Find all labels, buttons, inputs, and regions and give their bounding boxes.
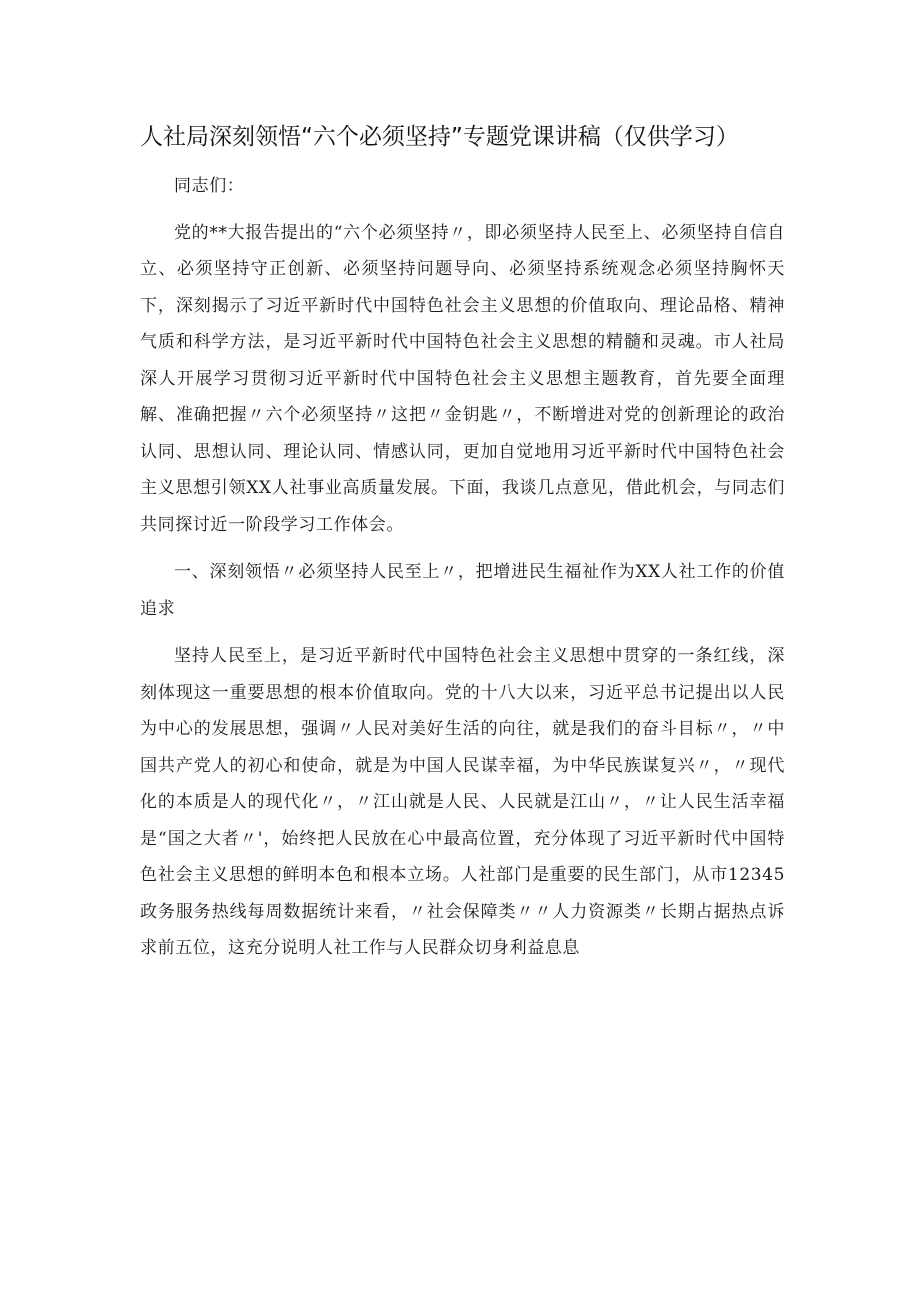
salutation: 同志们：	[174, 176, 245, 196]
intro-paragraph: 党的**大报告提出的“六个必须坚持〃，即必须坚持人民至上、必须坚持自信自立、必须坚持守正创新、必须坚持问题导向、必须坚持系统观念必须坚持胸怀天下，深刻揭示了习近平新时代中国特色社会主义思想的价值取向、理论品格、精神气质和科学方法，是习近平新时代中国特色社会主义思想的精髓和灵魂。市人社局深人开展学习贯彻习近平新时代中国特色社会主义思想主题教育，首先要全面理解、准确把握〃六个必须坚持〃这把〃金钥匙〃，不断增进对党的创新理论的政治认同、思想认同、理论认同、情感认同，更加自觉地用习近平新时代中国特色社会主义思想引领XX人社事业高质量发展。下面，我谈几点意见，借此机会，与同志们共同探讨近一阶段学习工作体会。	[140, 222, 785, 535]
document-title: 人社局深刻领悟“六个必须坚持”专题党课讲稿（仅供学习）	[140, 124, 739, 150]
document-body	[140, 168, 785, 978]
section-heading-1: 一、深刻领悟〃必须坚持人民至上〃，把增进民生福祉作为XX人社工作的价值追求	[140, 562, 785, 619]
section-paragraph-1: 坚持人民至上，是习近平新时代中国特色社会主义思想中贯穿的一条红线，深刻体现这一重要思想的根本价值取向。党的十八大以来，习近平总书记提出以人民为中心的发展思想，强调〃人民对美好生活的向往，就是我们的奋斗目标〃，〃中国共产党人的初心和使命，就是为中国人民谋幸福，为中华民族谋复兴〃，〃现代化的本质是人的现代化〃，〃江山就是人民、人民就是江山〃，〃让人民生活幸福是“国之大者〃'，始终把人民放在心中最高位置，充分体现了习近平新时代中国特色社会主义思想的鲜明本色和根本立场。人社部门是重要的民生部门，从市12345政务服务热线每周数据统计来看，〃社会保障类〃〃人力资源类〃长期占据热点诉求前五位，这充分说明人社工作与人民群众切身利益息息	[140, 646, 785, 958]
